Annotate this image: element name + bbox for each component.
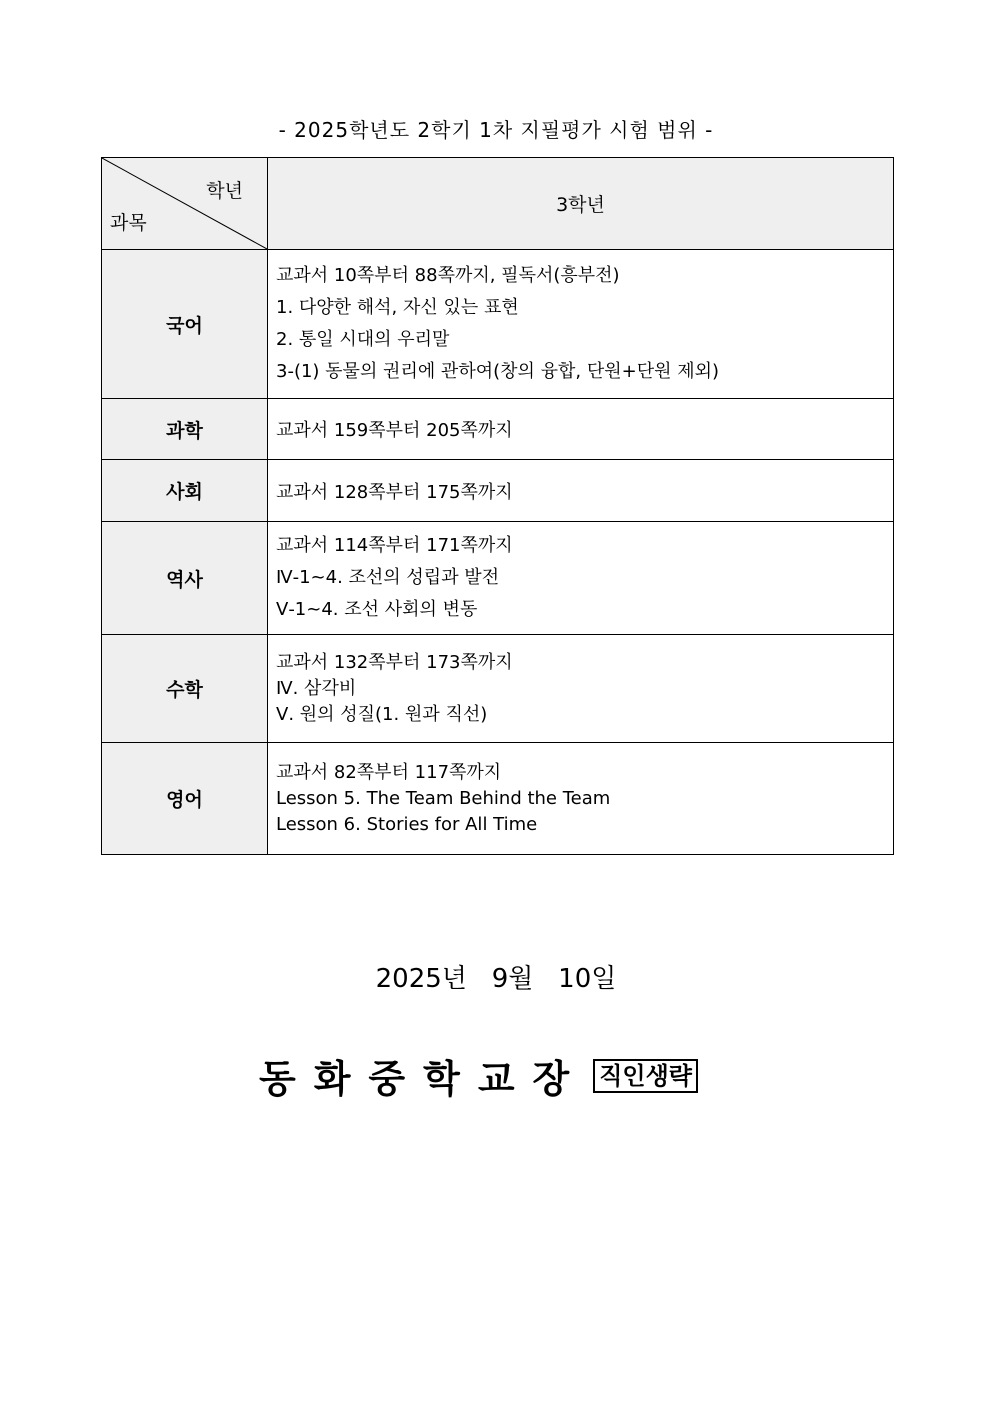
subject-cell: 수학 <box>102 635 268 743</box>
diagonal-divider <box>102 158 267 249</box>
table-row-math <box>102 635 894 743</box>
grade-header-cell: 3학년 <box>268 158 894 250</box>
range-line: Ⅳ-1~4. 조선의 성립과 발전 <box>276 567 500 588</box>
range-cell <box>268 460 894 522</box>
range-cell <box>268 743 894 855</box>
issue-date: 2025년 9월 10일 <box>375 964 617 994</box>
range-line: 교과서 82쪽부터 117쪽까지 <box>276 761 502 783</box>
range-line: 2. 통일 시대의 우리말 <box>276 329 450 350</box>
range-line: 3-(1) 동물의 권리에 관하여(창의 융합, 단원+단원 제외) <box>276 361 719 382</box>
range-cell <box>268 250 894 399</box>
range-line: Ⅳ. 삼각비 <box>276 677 357 699</box>
subject-cell: 과학 <box>102 399 268 460</box>
table-row-science <box>102 399 894 460</box>
corner-grade-label: 학년 <box>206 180 243 202</box>
range-line: Lesson 6. Stories for All Time <box>276 813 538 835</box>
table-header-row <box>102 158 894 250</box>
seal-omitted-stamp: 직인생략 <box>593 1059 698 1093</box>
range-cell <box>268 399 894 460</box>
range-line: 교과서 159쪽부터 205쪽까지 <box>276 420 513 441</box>
range-line: 1. 다양한 해석, 자신 있는 표현 <box>276 297 519 318</box>
range-line: 교과서 10쪽부터 88쪽까지, 필독서(흥부전) <box>276 265 620 286</box>
range-line: Lesson 5. The Team Behind the Team <box>276 787 611 809</box>
document-title: - 2025학년도 2학기 1차 지필평가 시험 범위 - <box>278 118 714 142</box>
table-row-english <box>102 743 894 855</box>
table-row-social <box>102 460 894 522</box>
exam-scope-table <box>101 157 894 855</box>
range-line: Ⅴ. 원의 성질(1. 원과 직선) <box>276 703 488 725</box>
range-line: Ⅴ-1~4. 조선 사회의 변동 <box>276 599 478 620</box>
table-row-korean <box>102 250 894 399</box>
subject-cell: 역사 <box>102 522 268 635</box>
range-cell <box>268 635 894 743</box>
range-line: 교과서 132쪽부터 173쪽까지 <box>276 651 513 673</box>
table-row-history <box>102 522 894 635</box>
corner-header-cell <box>102 158 268 250</box>
subject-cell: 영어 <box>102 743 268 855</box>
corner-subject-label: 과목 <box>110 212 147 234</box>
subject-cell: 사회 <box>102 460 268 522</box>
range-line: 교과서 128쪽부터 175쪽까지 <box>276 481 513 503</box>
range-cell <box>268 522 894 635</box>
school-principal-name: 동화중학교장 <box>259 1057 588 1101</box>
range-line: 교과서 114쪽부터 171쪽까지 <box>276 535 513 556</box>
signature-line <box>259 1048 698 1103</box>
subject-cell: 국어 <box>102 250 268 399</box>
